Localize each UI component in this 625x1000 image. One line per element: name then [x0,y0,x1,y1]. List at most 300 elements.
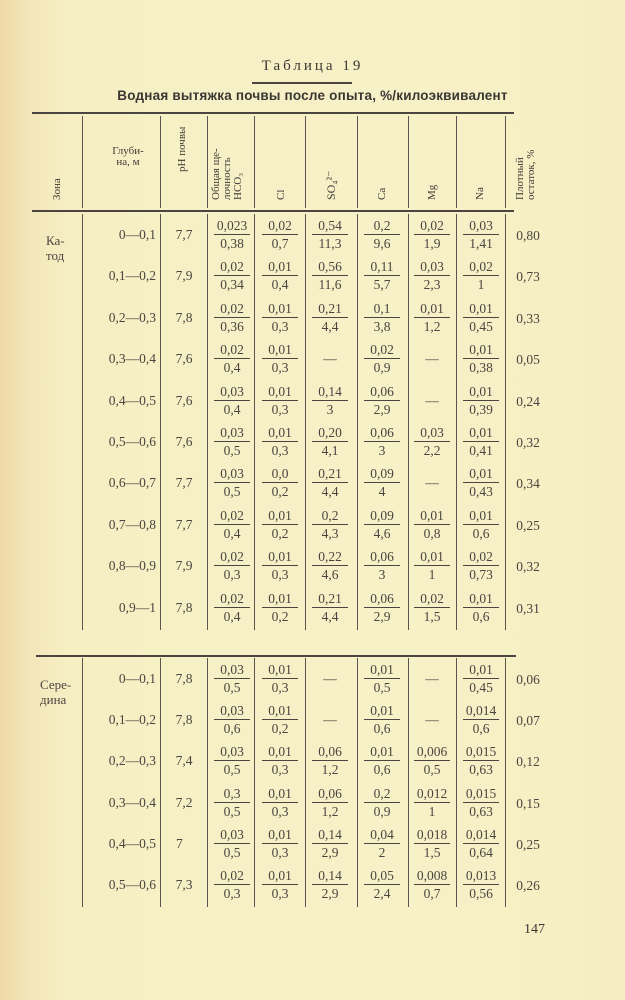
hco3-fraction-cell [208,301,256,334]
ph-cell: 7,7 [175,475,193,491]
so4-fraction-cell [306,591,354,624]
ca-fraction-cell [358,786,406,819]
ph-cell: 7,9 [175,268,193,284]
zone-label: Сере- дина [40,677,72,707]
residue-cell: 0,80 [516,228,540,243]
so4-fraction-cell [306,384,354,417]
percent-value: 0,01 [268,590,292,606]
fraction-bar [262,317,298,318]
milliequivalent-value: 0,7 [271,236,289,251]
milliequivalent-value: 0,2 [271,525,289,541]
mg-empty-cell: — [425,475,439,491]
percent-value: 0,012 [416,785,448,801]
percent-value: 0,02 [370,342,394,358]
milliequivalent-value: 0,3 [271,886,289,901]
fraction-bar [312,607,348,608]
percent-value: 0,2 [321,507,339,523]
table-number: Таблица 19 [261,58,364,74]
table-caption: Водная вытяжка почвы после опыта, %/килоэквивалент [117,88,508,103]
so4-fraction-cell [306,218,354,251]
header-ph: pH почвы [176,126,188,172]
fraction-bar [312,843,348,844]
milliequivalent-value: 4,1 [321,443,339,458]
percent-value: 0,01 [268,383,292,399]
hco3-fraction-cell [208,259,256,292]
milliequivalent-value: 4,3 [321,525,339,541]
percent-value: 0,21 [318,300,342,316]
percent-value: 0,05 [370,868,394,883]
fraction-bar [262,234,298,235]
milliequivalent-value: 0,2 [271,608,289,624]
fraction-bar [262,275,298,276]
fraction-bar [262,843,298,844]
mg-fraction-cell [408,868,456,901]
percent-value: 0,21 [318,590,342,606]
residue-cell: 0,33 [516,310,540,326]
column-divider [357,116,358,208]
cl-fraction-cell [256,827,304,860]
residue-cell: 0,12 [516,754,540,770]
column-divider [160,214,161,630]
fraction-bar [364,678,400,679]
milliequivalent-value: 3 [326,401,334,417]
so4-fraction-cell [306,868,354,901]
fraction-bar [463,802,499,803]
hco3-fraction-cell [208,827,256,860]
residue-cell: 0,34 [516,476,540,492]
percent-value: 0,01 [268,662,292,677]
percent-value: 0,01 [469,507,493,523]
mg-fraction-cell [408,508,456,541]
percent-value: 0,01 [370,703,394,719]
fraction-bar [312,234,348,235]
milliequivalent-value: 1,5 [423,844,441,860]
mg-empty-cell: — [425,351,439,367]
ph-cell: 7,8 [175,599,193,615]
fraction-bar [463,317,499,318]
fraction-bar [364,482,400,483]
milliequivalent-value: 11,3 [318,236,342,251]
residue-cell: 0,31 [516,600,540,616]
fraction-bar [262,760,298,761]
fraction-bar [214,565,250,566]
milliequivalent-value: 0,5 [373,680,391,695]
milliequivalent-value: 2,9 [321,844,339,860]
fraction-bar [312,802,348,803]
percent-value: 0,01 [469,590,493,606]
ca-fraction-cell [358,466,406,499]
fraction-bar [414,234,450,235]
milliequivalent-value: 0,38 [469,360,493,376]
milliequivalent-value: 4,4 [321,608,339,624]
milliequivalent-value: 0,45 [469,318,493,334]
fraction-bar [312,482,348,483]
milliequivalent-value: 5,7 [373,277,391,293]
fraction-bar [463,678,499,679]
column-divider [160,116,161,208]
header-so4: SO₄²⁻ [324,170,338,200]
milliequivalent-value: 2,9 [373,401,391,417]
fraction-bar [312,760,348,761]
fraction-bar [414,441,450,442]
hco3-fraction-cell [208,868,256,901]
mg-fraction-cell [408,549,456,582]
milliequivalent-value: 2,9 [321,886,339,901]
na-fraction-cell [457,508,505,541]
na-fraction-cell [457,384,505,417]
percent-value: 0,09 [370,466,394,482]
fraction-bar [463,234,499,235]
column-divider [456,116,457,208]
ca-fraction-cell [358,868,406,901]
percent-value: 0,14 [318,868,342,883]
percent-value: 0,03 [220,662,244,677]
residue-cell: 0,73 [516,269,540,285]
percent-value: 0,3 [223,785,241,801]
percent-value: 0,01 [370,662,394,677]
cl-fraction-cell [256,662,304,695]
milliequivalent-value: 0,2 [271,721,289,737]
milliequivalent-value: 1,41 [469,236,493,251]
milliequivalent-value: 0,3 [271,318,289,334]
fraction-bar [414,843,450,844]
percent-value: 0,2 [373,785,391,801]
fraction-bar [262,441,298,442]
ca-fraction-cell [358,703,406,736]
percent-value: 0,03 [220,826,244,842]
fraction-bar [214,843,250,844]
ph-cell: 7,6 [175,392,193,408]
mg-fraction-cell [408,259,456,292]
ph-cell: 7,8 [175,712,193,728]
percent-value: 0,02 [469,259,493,275]
percent-value: 0,01 [268,507,292,523]
fraction-bar [463,884,499,885]
fraction-bar [414,524,450,525]
percent-value: 0,02 [420,218,444,233]
table-top-rule [32,112,514,114]
residue-cell: 0,26 [516,878,540,893]
ph-cell: 7,6 [175,434,193,449]
cl-fraction-cell [256,342,304,375]
residue-cell: 0,05 [516,352,540,368]
percent-value: 0,01 [420,507,444,523]
header-residue: Плотный остаток, % [514,149,537,200]
mg-fraction-cell [408,744,456,777]
depth-cell: 0,5—0,6 [108,877,156,892]
percent-value: 0,008 [416,868,448,883]
residue-cell: 0,32 [516,559,540,575]
na-fraction-cell [457,549,505,582]
percent-value: 0,01 [469,300,493,316]
milliequivalent-value: 4,6 [321,567,339,583]
milliequivalent-value: 0,6 [223,721,241,737]
cl-fraction-cell [256,786,304,819]
milliequivalent-value: 0,63 [469,762,493,778]
fraction-bar [262,358,298,359]
milliequivalent-value: 11,6 [318,277,342,293]
fraction-bar [463,524,499,525]
fraction-bar [463,565,499,566]
milliequivalent-value: 0,5 [423,762,441,778]
cl-fraction-cell [256,301,304,334]
so4-fraction-cell [306,786,354,819]
milliequivalent-value: 0,6 [373,762,391,778]
percent-value: 0,006 [416,744,448,760]
hco3-fraction-cell [208,508,256,541]
percent-value: 0,013 [465,868,497,883]
percent-value: 0,01 [469,383,493,399]
hco3-fraction-cell [208,786,256,819]
percent-value: 0,09 [370,507,394,523]
percent-value: 0,02 [220,549,244,565]
fraction-bar [463,275,499,276]
percent-value: 0,06 [370,383,394,399]
milliequivalent-value: 0,6 [472,608,490,624]
depth-cell: 0,4—0,5 [108,835,156,851]
fraction-bar [364,358,400,359]
fraction-bar [312,565,348,566]
fraction-bar [262,524,298,525]
milliequivalent-value: 0,73 [469,567,493,583]
percent-value: 0,01 [268,868,292,883]
milliequivalent-value: 0,4 [223,608,241,624]
na-fraction-cell [457,662,505,695]
fraction-bar [312,524,348,525]
ca-fraction-cell [358,301,406,334]
milliequivalent-value: 3,8 [373,318,391,334]
ca-fraction-cell [358,425,406,458]
milliequivalent-value: 0,9 [373,803,391,819]
fraction-bar [214,317,250,318]
milliequivalent-value: 0,8 [423,525,441,541]
mg-fraction-cell [408,591,456,624]
percent-value: 0,56 [318,259,342,275]
so4-fraction-cell [306,466,354,499]
so4-empty-cell: — [323,671,337,686]
milliequivalent-value: 2,2 [423,443,441,458]
residue-cell: 0,25 [516,836,540,852]
fraction-bar [214,802,250,803]
fraction-bar [262,400,298,401]
cl-fraction-cell [256,703,304,736]
fraction-bar [463,358,499,359]
hco3-fraction-cell [208,662,256,695]
fraction-bar [414,802,450,803]
fraction-bar [364,234,400,235]
milliequivalent-value: 1 [477,277,485,293]
fraction-bar [214,884,250,885]
milliequivalent-value: 0,3 [271,680,289,695]
milliequivalent-value: 1 [428,803,436,819]
depth-cell: 0,9—1 [118,599,156,615]
milliequivalent-value: 0,3 [271,762,289,778]
column-divider [505,116,506,208]
milliequivalent-value: 0,43 [469,484,493,500]
header-na: Na [474,187,486,200]
percent-value: 0,02 [268,218,292,233]
fraction-bar [214,482,250,483]
milliequivalent-value: 0,3 [271,401,289,417]
ph-cell: 7 [176,835,183,851]
cl-fraction-cell [256,868,304,901]
na-fraction-cell [457,744,505,777]
percent-value: 0,01 [469,662,493,677]
percent-value: 0,03 [220,425,244,440]
fraction-bar [463,607,499,608]
hco3-fraction-cell [208,703,256,736]
fraction-bar [463,400,499,401]
milliequivalent-value: 0,3 [271,360,289,376]
percent-value: 0,03 [420,425,444,440]
table-number-underline [252,82,352,84]
residue-cell: 0,25 [516,517,540,533]
ca-fraction-cell [358,549,406,582]
percent-value: 0,01 [268,425,292,440]
percent-value: 0,06 [318,785,342,801]
fraction-bar [463,482,499,483]
column-divider [207,116,208,208]
percent-value: 0,014 [465,826,497,842]
milliequivalent-value: 4 [378,484,386,500]
milliequivalent-value: 1,5 [423,608,441,624]
ca-fraction-cell [358,218,406,251]
depth-cell: 0,5—0,6 [108,434,156,449]
percent-value: 0,01 [370,744,394,760]
percent-value: 0,01 [268,785,292,801]
fraction-bar [414,607,450,608]
so4-empty-cell: — [323,712,337,728]
milliequivalent-value: 0,39 [469,401,493,417]
so4-fraction-cell [306,744,354,777]
ph-cell: 7,3 [175,877,193,892]
percent-value: 0,03 [220,703,244,719]
header-depth: Глуби- на, м [112,145,144,168]
residue-cell: 0,15 [516,795,540,811]
milliequivalent-value: 0,4 [223,360,241,376]
fraction-bar [463,441,499,442]
mg-empty-cell: — [425,392,439,408]
ca-fraction-cell [358,342,406,375]
ca-fraction-cell [358,744,406,777]
percent-value: 0,01 [268,744,292,760]
percent-value: 0,02 [220,507,244,523]
percent-value: 0,03 [220,383,244,399]
hco3-fraction-cell [208,342,256,375]
cl-fraction-cell [256,744,304,777]
milliequivalent-value: 0,3 [271,443,289,458]
fraction-bar [262,719,298,720]
fraction-bar [364,843,400,844]
fraction-bar [463,719,499,720]
so4-fraction-cell [306,301,354,334]
percent-value: 0,03 [469,218,493,233]
percent-value: 0,22 [318,549,342,565]
na-fraction-cell [457,342,505,375]
ph-cell: 7,4 [175,753,193,769]
percent-value: 0,02 [220,259,244,275]
percent-value: 0,03 [220,466,244,482]
mg-fraction-cell [408,827,456,860]
fraction-bar [214,760,250,761]
fraction-bar [214,358,250,359]
na-fraction-cell [457,703,505,736]
ph-cell: 7,8 [175,671,193,686]
fraction-bar [364,607,400,608]
column-divider [82,116,83,208]
header-zone: Зона [51,178,63,200]
milliequivalent-value: 0,4 [271,277,289,293]
milliequivalent-value: 4,4 [321,318,339,334]
mg-fraction-cell [408,786,456,819]
mg-fraction-cell [408,425,456,458]
hco3-fraction-cell [208,591,256,624]
percent-value: 0,02 [220,342,244,358]
mg-fraction-cell [408,218,456,251]
fraction-bar [463,843,499,844]
depth-cell: 0,2—0,3 [108,309,156,325]
na-fraction-cell [457,591,505,624]
column-divider [305,116,306,208]
percent-value: 0,03 [220,744,244,760]
depth-cell: 0—0,1 [118,227,156,242]
fraction-bar [364,802,400,803]
percent-value: 0,1 [373,300,391,316]
fraction-bar [214,607,250,608]
milliequivalent-value: 0,38 [220,236,244,251]
percent-value: 0,015 [465,785,497,801]
fraction-bar [214,234,250,235]
milliequivalent-value: 0,9 [373,360,391,376]
fraction-bar [214,400,250,401]
percent-value: 0,015 [465,744,497,760]
na-fraction-cell [457,425,505,458]
milliequivalent-value: 0,36 [220,318,244,334]
ph-cell: 7,7 [175,516,193,532]
so4-empty-cell: — [323,351,337,367]
zone-label: Ка- тод [46,233,65,263]
percent-value: 0,02 [220,300,244,316]
percent-value: 0,02 [420,590,444,606]
cl-fraction-cell [256,218,304,251]
fraction-bar [364,760,400,761]
depth-cell: 0,3—0,4 [108,794,156,810]
ca-fraction-cell [358,508,406,541]
milliequivalent-value: 4,6 [373,525,391,541]
hco3-fraction-cell [208,384,256,417]
cl-fraction-cell [256,591,304,624]
header-mg: Mg [426,184,438,200]
milliequivalent-value: 1,2 [321,803,339,819]
milliequivalent-value: 0,5 [223,680,241,695]
fraction-bar [364,275,400,276]
fraction-bar [364,719,400,720]
milliequivalent-value: 0,5 [223,803,241,819]
fraction-bar [262,482,298,483]
cl-fraction-cell [256,466,304,499]
milliequivalent-value: 2,4 [373,886,391,901]
ca-fraction-cell [358,259,406,292]
column-divider [505,658,506,907]
milliequivalent-value: 0,6 [472,525,490,541]
fraction-bar [364,317,400,318]
percent-value: 0,04 [370,826,394,842]
ca-fraction-cell [358,662,406,695]
cl-fraction-cell [256,425,304,458]
percent-value: 0,01 [268,259,292,275]
percent-value: 0,06 [318,744,342,760]
percent-value: 0,21 [318,466,342,482]
